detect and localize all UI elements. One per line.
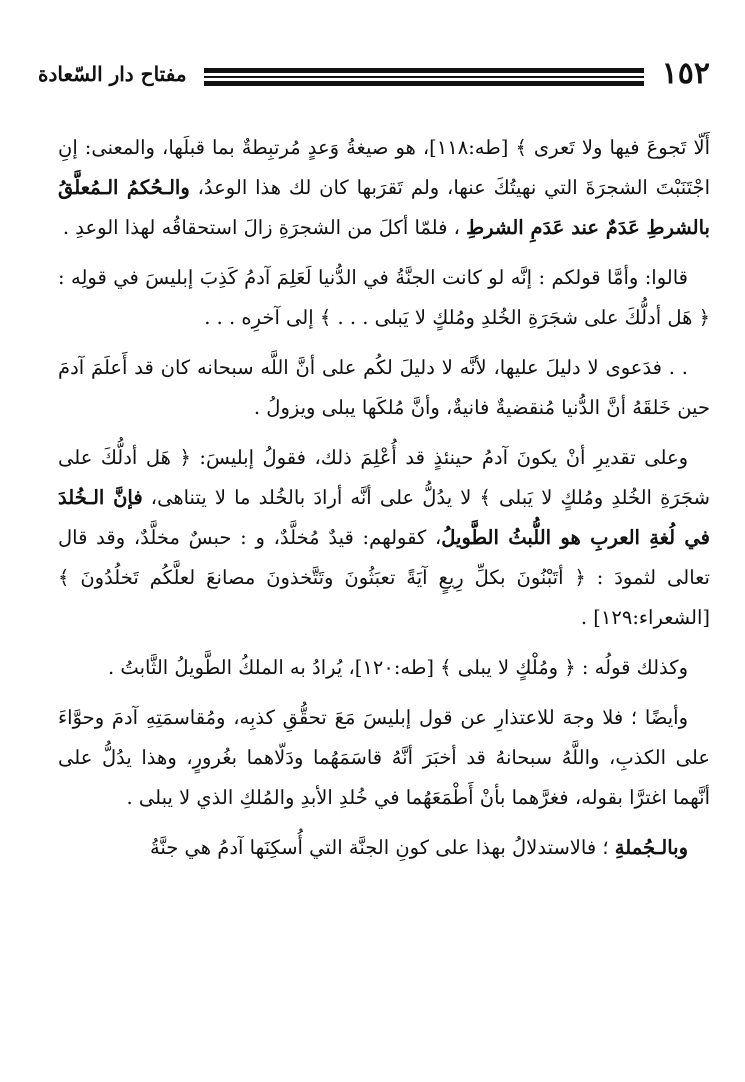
text-segment: أَلّا تَجوعَ فيها ولا تَعرى ﴾ [طه:١١٨]، هو صيغةُ وَعدٍ مُرتبِطةٌ بما قبلَها، والمعنى: إنِ اجْتَنَبْتَ الشجرَةَ التي نهيتُكَ عنها، ولم تَقرَبها كان لك هذا الوعدُ،	[58, 136, 710, 199]
paragraph	[58, 438, 710, 638]
header-rule	[204, 68, 644, 88]
paragraph	[58, 648, 710, 688]
page-number: ١٥٢	[661, 56, 710, 91]
header-rule-line	[204, 81, 644, 86]
text-segment: ؛ فالاستدلالُ بهذا على كونِ الجنَّة التي أُسكِنَها آدمُ هي جنَّةُ	[149, 836, 615, 859]
text-segment: وكذلك قولُه : ﴿ ومُلْكٍ لا يبلى ﴾ [طه:١٢٠]، يُرادُ به الملكُ الطَّويلُ الثَّابتُ .	[108, 656, 688, 679]
paragraph	[58, 698, 710, 818]
header-rule-line	[204, 76, 644, 78]
running-title: مفتاح دار السّعادة	[38, 62, 187, 86]
paragraph	[58, 828, 710, 868]
text-segment: ، كقولهم: قيدٌ مُخلَّدٌ، و : حبسٌ مخلَّدٌ، وقد قال تعالى لثمودَ : ﴿ أتَبْنُونَ بكلِّ رِيعٍ آيَةً تعبَثُونَ وتَتَّخذونَ مصانعَ لعلَّكُم تَخلُدُونَ ﴾ [الشعراء:١٢٩] .	[58, 526, 710, 629]
body-text	[58, 128, 710, 878]
page-header	[38, 56, 710, 96]
text-segment: ، فلمّا أكلَ من الشجرَةِ زالَ استحقاقُه لهذا الوعدِ .	[62, 216, 467, 239]
paragraph	[58, 128, 710, 248]
bold-text-segment: وبالـجُملةِ	[614, 836, 688, 859]
header-rule-line	[204, 68, 644, 73]
text-segment: وعلى تقديرِ أنْ يكونَ آدمُ حينئذٍ قد أُعْلِمَ ذلك، فقولُ إبليسَ: ﴿ هَل أدلُّكَ على شجَرَةِ الخُلدِ ومُلكٍ لا يَبلى ﴾ لا يدُلُّ على أنَّه أرادَ بالخُلد ما لا يتناهى،	[58, 446, 710, 509]
text-segment: . . فدَعوى لا دليلَ عليها، لأنَّه لا دليلَ لكُم على أنَّ اللَّه سبحانه كان قد أَعلَمَ آدمَ حين خَلقَهُ أنَّ الدُّنيا مُنقضيةٌ فانيةٌ، وأنَّ مُلكَها يبلى ويزولُ .	[58, 356, 710, 419]
paragraph	[58, 258, 710, 338]
bold-text-segment: والـحُكمُ الـمُعلَّقُ بالشرطِ عَدَمٌ عند عَدَمِ الشرطِ	[58, 176, 710, 239]
text-segment: قالوا: وأمَّا قولكم : إنَّه لو كانت الجنَّةُ في الدُّنيا لَعَلِمَ آدمُ كَذِبَ إبليسَ في قولِه : ﴿ هَل أدلُّكَ على شجَرَةِ الخُلدِ ومُلكٍ لا يَبلى . . . ﴾ إلى آخرِه . . .	[58, 266, 710, 329]
text-segment: وأيضًا ؛ فلا وجهَ للاعتذارِ عن قول إبليسَ مَعَ تحقُّقِ كذبِه، ومُقاسمَتِهِ آدمَ وحوَّاءَ على الكذبِ، واللَّهُ سبحانهُ قد أخبَرَ أنَّهُ قاسَمَهُما ودَلّاهما بغُرورٍ، وهذا يدُلُّ على أنَّهما اغترَّا بقوله، فغرَّهما بأنْ أَطْمَعَهُما في خُلدِ الأبدِ والمُلكِ الذي لا يبلى .	[58, 706, 710, 809]
paragraph	[58, 348, 710, 428]
bold-text-segment: فإنَّ الـخُلدَ في لُغةِ العربِ هو اللُّبثُ الطَّويلُ	[58, 486, 710, 549]
